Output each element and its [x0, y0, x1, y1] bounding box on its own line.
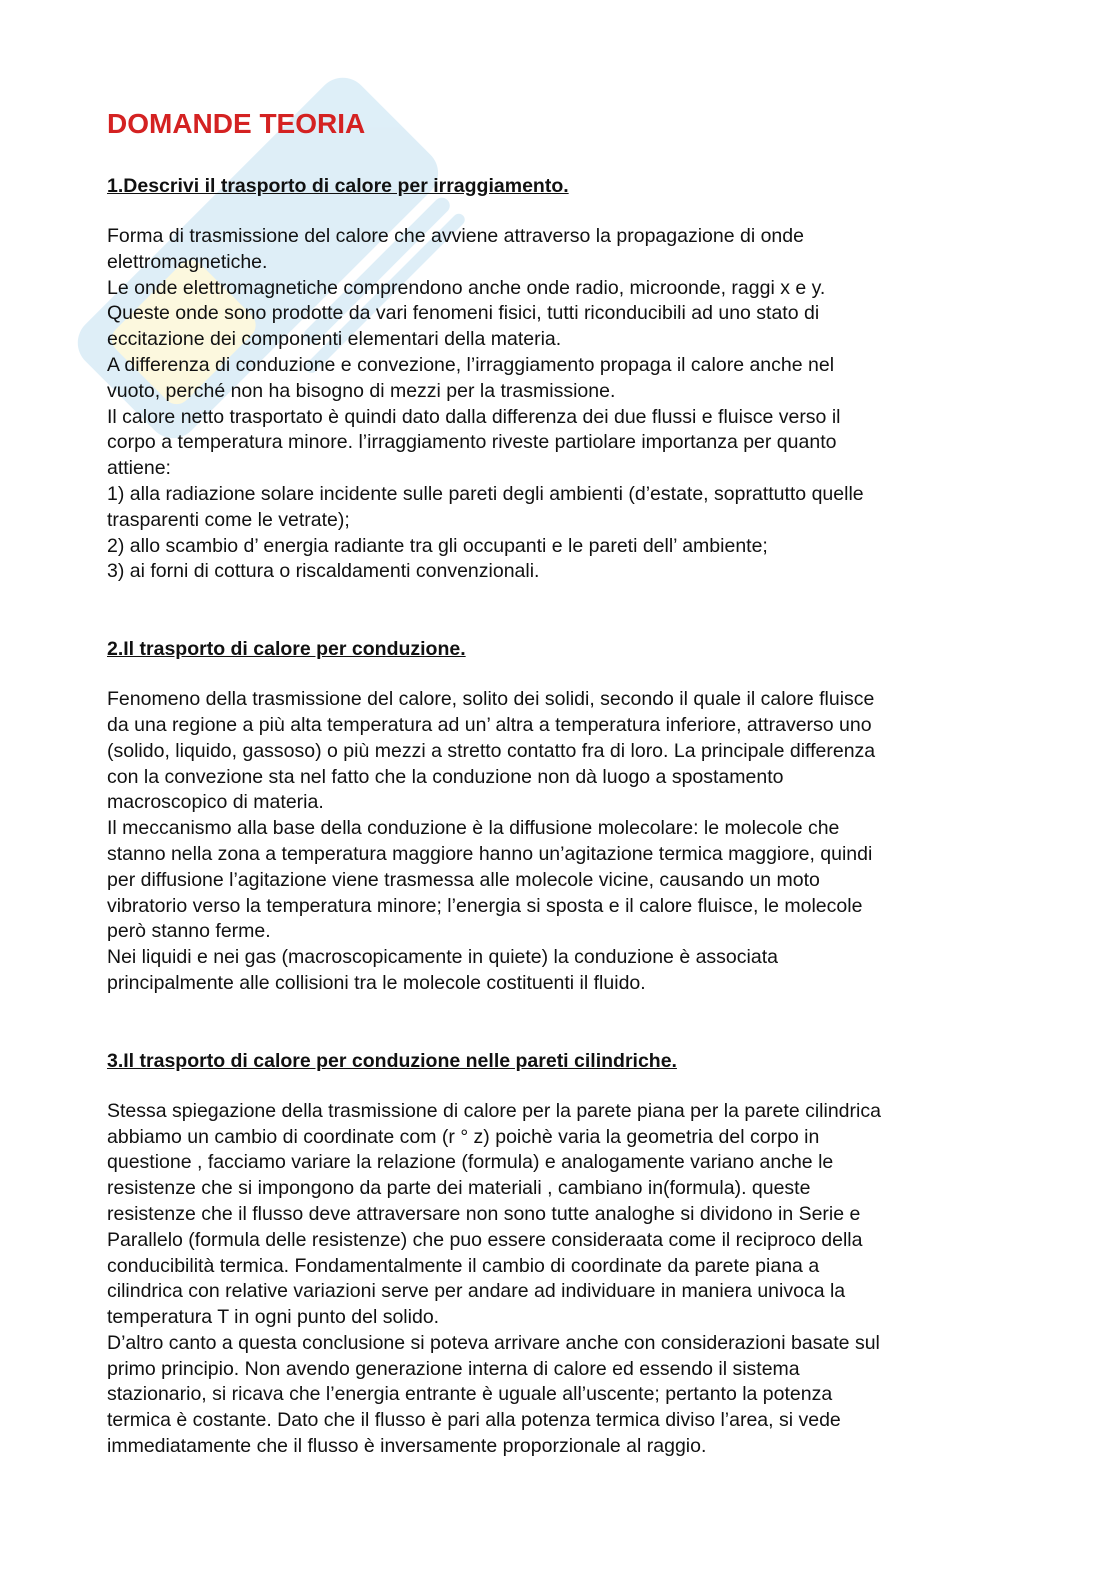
section-1-line: eccitazione dei componenti elementari della materia.: [107, 328, 562, 351]
section-2: [107, 636, 1007, 997]
section-1-line: vuoto, perché non ha bisogno di mezzi per la trasmissione.: [107, 379, 616, 402]
section-1: [107, 173, 1007, 585]
section-1-line: 3) ai forni di cottura o riscaldamenti convenzionali.: [107, 560, 540, 583]
section-3-line: termica è costante. Dato che il flusso è pari alla potenza termica diviso l’area, si vede: [107, 1409, 841, 1432]
section-2-line: macroscopico di materia.: [107, 791, 324, 814]
section-3-line: temperatura T in ogni punto del solido.: [107, 1306, 440, 1329]
section-2-title: 2.Il trasporto di calore per conduzione.: [107, 638, 466, 661]
section-1-line: Forma di trasmissione del calore che avviene attraverso la propagazione di onde: [107, 225, 804, 247]
section-3-line: stazionario, si ricava che l’energia entrante è uguale all’uscente; pertanto la potenza: [107, 1383, 833, 1406]
section-3-line: immediatamente che il flusso è inversamente proporzionale al raggio.: [107, 1435, 707, 1458]
section-2-line: principalmente alle collisioni tra le molecole costituenti il fluido.: [107, 971, 646, 994]
section-1-body: [107, 224, 1007, 585]
section-2-line: (solido, liquido, gassoso) o più mezzi a stretto contatto fra di loro. La principale differenza: [107, 739, 876, 762]
document-page: [107, 104, 1007, 1460]
section-1-line: trasparenti come le vetrate);: [107, 508, 350, 531]
section-3-body: [107, 1099, 1007, 1460]
section-3-line: abbiamo un cambio di coordinate com (r ° z) poichè varia la geometria del corpo in: [107, 1125, 820, 1148]
section-3-line: resistenze che il flusso deve attraversare non sono tutte analoghe si dividono in Serie e: [107, 1202, 861, 1225]
section-1-line: corpo a temperatura minore. l’irraggiamento riveste partiolare importanza per quanto: [107, 431, 837, 454]
section-3-line: cilindrica con relative variazioni serve per andare ad individuare in maniera univoca la: [107, 1280, 846, 1303]
section-2-line: vibratorio verso la temperatura minore; l’energia si sposta e il calore fluisce, le molecole: [107, 894, 863, 917]
section-2-line: Nei liquidi e nei gas (macroscopicamente in quiete) la conduzione è associata: [107, 946, 778, 969]
section-2-line: per diffusione l’agitazione viene trasmessa alle molecole vicine, causando un moto: [107, 868, 820, 891]
section-1-line: A differenza di conduzione e convezione, l’irraggiamento propaga il calore anche nel: [107, 353, 835, 376]
section-1-line: Queste onde sono prodotte da vari fenomeni fisici, tutti riconducibili ad uno stato di: [107, 302, 820, 325]
section-1-line: elettromagnetiche.: [107, 250, 268, 273]
section-3-line: D’altro canto a questa conclusione si poteva arrivare anche con considerazioni basate sul: [107, 1331, 880, 1354]
section-3-line: questione , facciamo variare la relazione (formula) e analogamente variano anche le: [107, 1151, 834, 1174]
document-title: DOMANDE TEORIA: [107, 108, 366, 139]
section-2-body: [107, 687, 1007, 997]
section-3-line: conducibilità termica. Fondamentalmente il cambio di coordinate da parete piana a: [107, 1254, 820, 1277]
section-1-line: Le onde elettromagnetiche comprendono anche onde radio, microonde, raggi x e y.: [107, 276, 826, 299]
section-2-line: però stanno ferme.: [107, 920, 271, 943]
section-3-line: Parallelo (formula delle resistenze) che puo essere consideraata come il reciproco della: [107, 1228, 863, 1251]
section-2-line: Fenomeno della trasmissione del calore, solito dei solidi, secondo il quale il calore fluisce: [107, 688, 875, 711]
section-1-line: attiene:: [107, 457, 171, 480]
section-1-line: 1) alla radiazione solare incidente sulle pareti degli ambienti (d’estate, soprattutto quelle: [107, 482, 864, 505]
section-3-line: resistenze che si impongono da parte dei materiali , cambiano in(formula). queste: [107, 1177, 811, 1200]
section-1-line: Il calore netto trasportato è quindi dato dalla differenza dei due flussi e fluisce verso il: [107, 405, 841, 428]
section-3-title: 3.Il trasporto di calore per conduzione nelle pareti cilindriche.: [107, 1049, 677, 1072]
section-3: [107, 1048, 1007, 1460]
section-1-title: 1.Descrivi il trasporto di calore per irraggiamento.: [107, 175, 569, 197]
section-2-line: stanno nella zona a temperatura maggiore hanno un’agitazione termica maggiore, quindi: [107, 842, 873, 865]
section-2-line: Il meccanismo alla base della conduzione è la diffusione molecolare: le molecole che: [107, 817, 840, 840]
section-3-line: Stessa spiegazione della trasmissione di calore per la parete piana per la parete cilindrica: [107, 1099, 881, 1122]
section-2-line: da una regione a più alta temperatura ad un’ altra a temperatura inferiore, attraverso uno: [107, 713, 872, 736]
section-2-line: con la convezione sta nel fatto che la conduzione non dà luogo a spostamento: [107, 765, 784, 788]
section-3-line: primo principio. Non avendo generazione interna di calore ed essendo il sistema: [107, 1357, 800, 1380]
section-1-line: 2) allo scambio d’ energia radiante tra gli occupanti e le pareti dell’ ambiente;: [107, 534, 768, 557]
